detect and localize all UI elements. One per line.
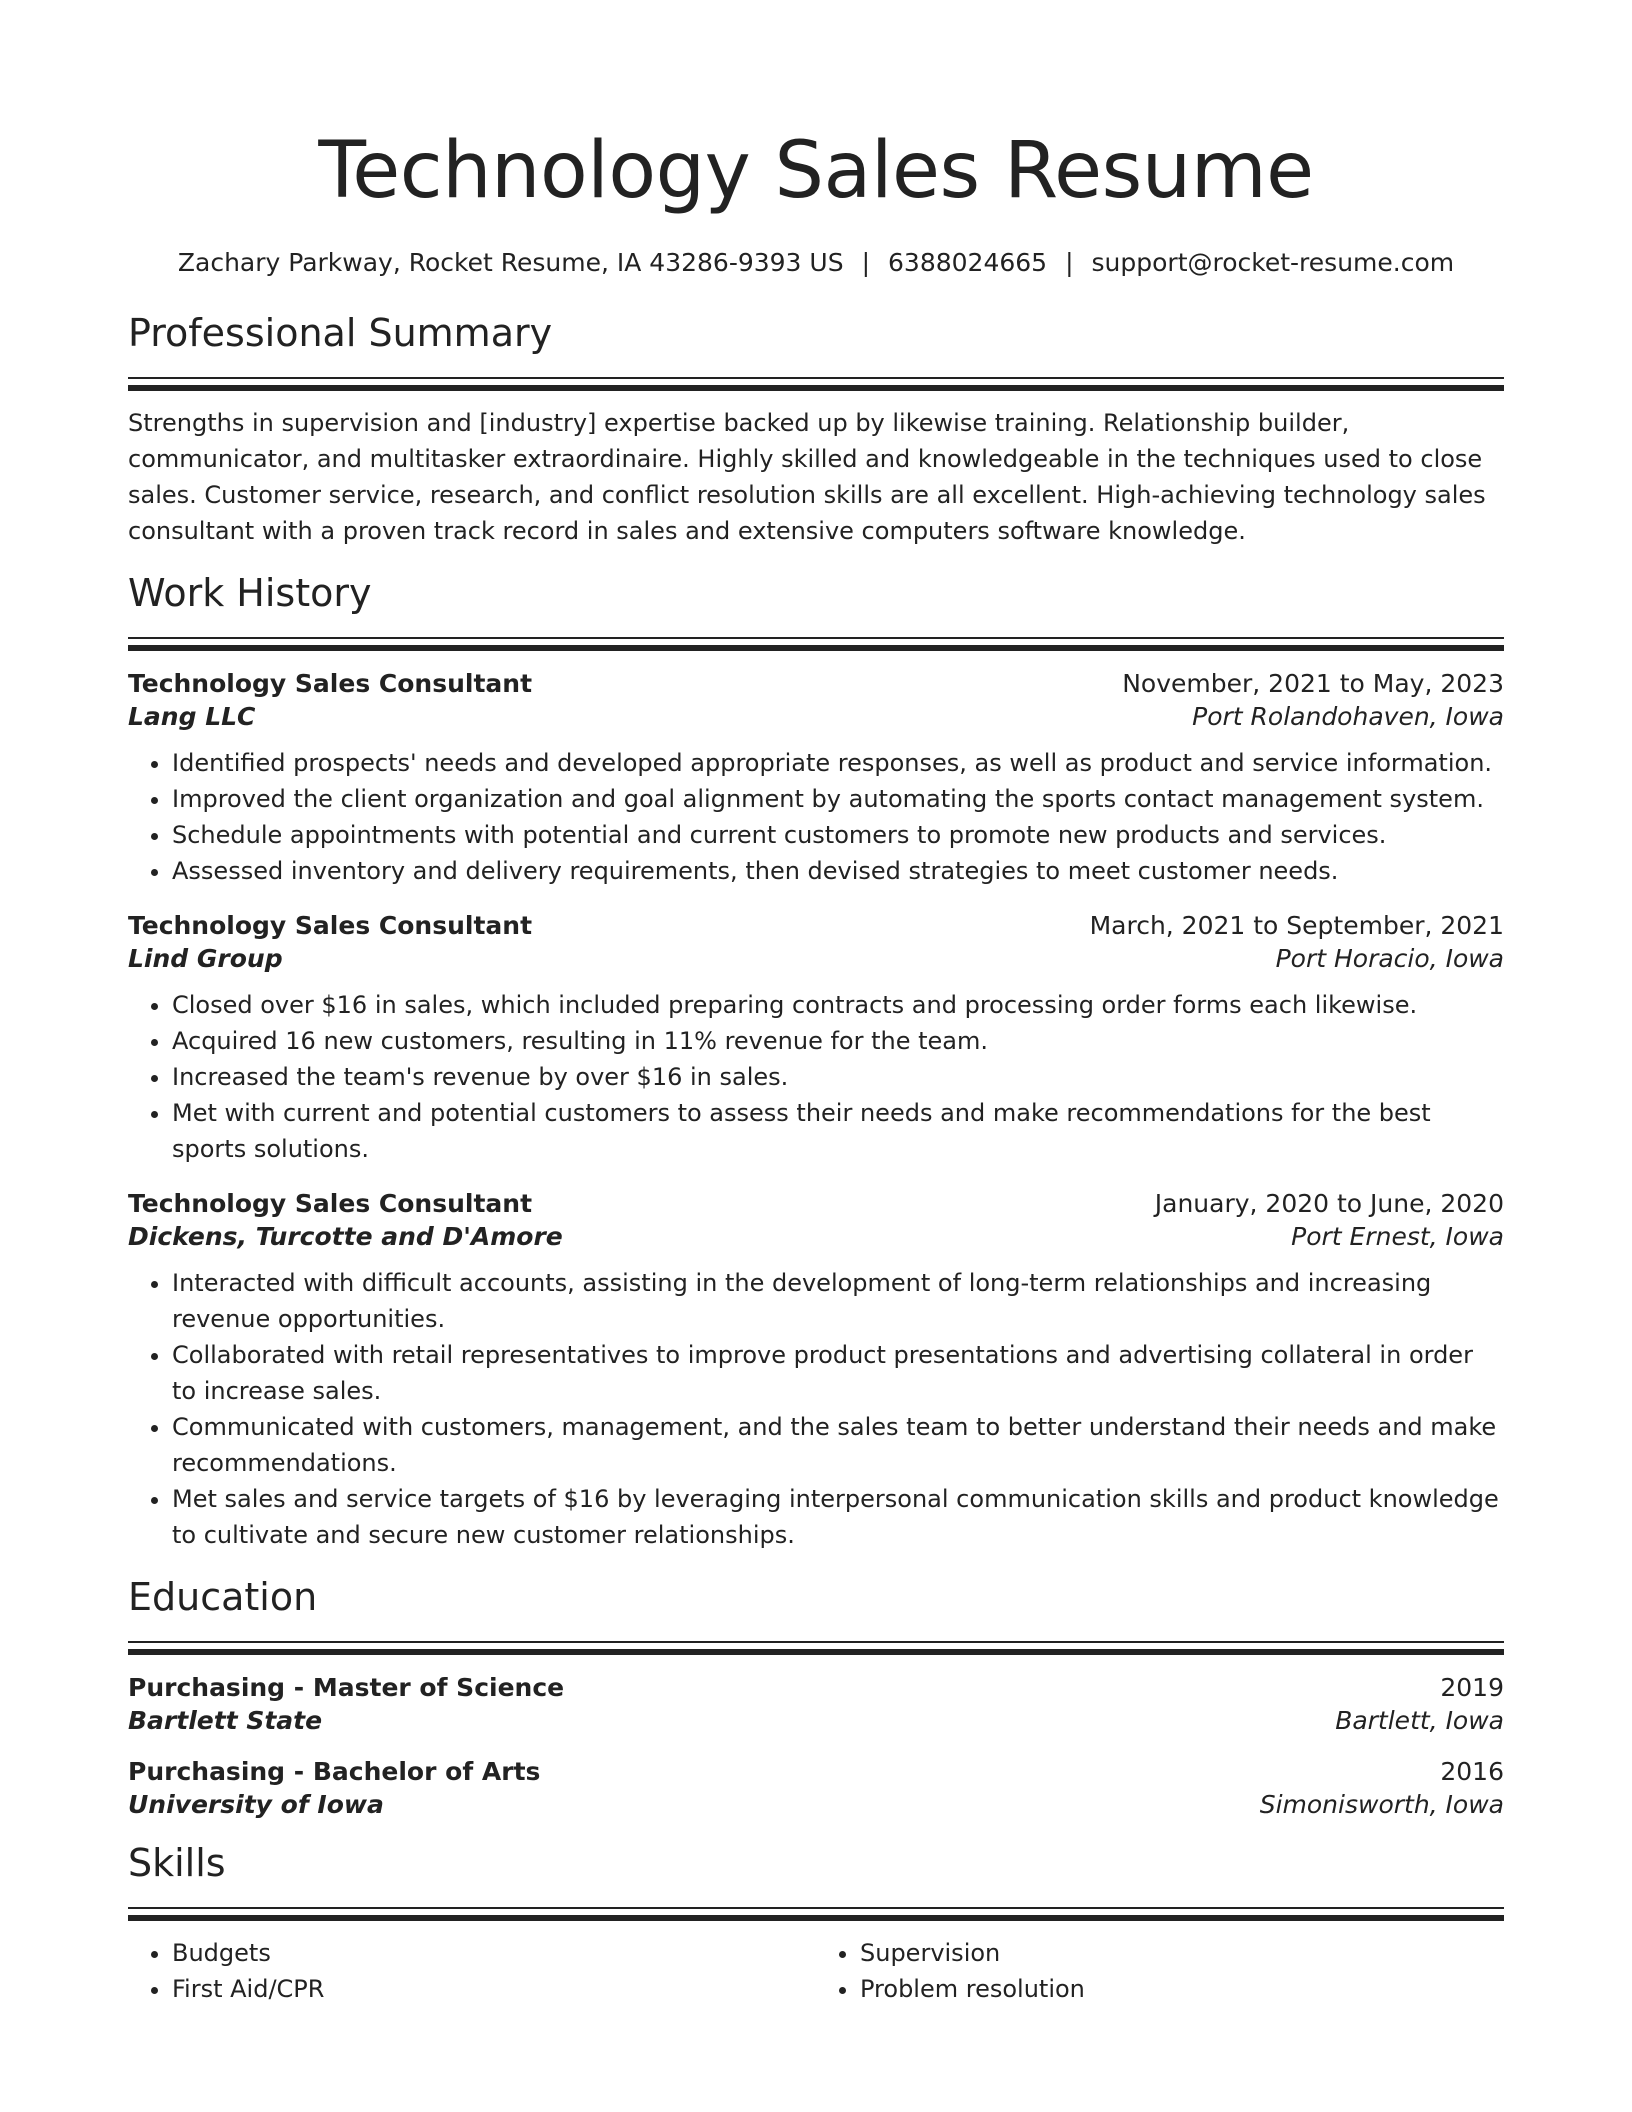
job-dates: March, 2021 to September, 2021 — [1089, 911, 1504, 940]
work-section-header — [128, 571, 1504, 651]
section-title-summary: Professional Summary — [128, 311, 553, 355]
education-entry — [128, 1673, 1504, 1735]
job-location: Port Ernest, Iowa — [1291, 1222, 1504, 1251]
job-location: Port Rolandohaven, Iowa — [1192, 702, 1504, 731]
education-year: 2019 — [1440, 1673, 1504, 1702]
job-bullets — [128, 1265, 1504, 1553]
skill-item: • Problem resolution — [860, 1971, 1504, 2007]
section-title-skills: Skills — [128, 1841, 226, 1885]
job-title: Technology Sales Consultant — [128, 1189, 533, 1218]
section-divider — [128, 1915, 1504, 1921]
job-bullet: • Identified prospects' needs and developed appropriate responses, as well as product and service information. — [172, 745, 1504, 781]
education-section-header — [128, 1575, 1504, 1655]
contact-separator: | — [1065, 248, 1074, 277]
section-divider — [128, 637, 1504, 639]
education-year: 2016 — [1440, 1757, 1504, 1786]
job-bullets — [128, 745, 1504, 889]
skill-item: • Supervision — [860, 1935, 1504, 1971]
skills-section-header — [128, 1841, 1504, 1921]
job-company: Dickens, Turcotte and D'Amore — [128, 1222, 563, 1251]
summary-section-header — [128, 311, 1504, 391]
contact-phone: 6388024665 — [888, 248, 1048, 277]
skill-item: • First Aid/CPR — [172, 1971, 816, 2007]
education-location: Simonisworth, Iowa — [1259, 1790, 1504, 1819]
education-degree: Purchasing - Master of Science — [128, 1673, 565, 1702]
job-entry — [128, 911, 1504, 1167]
job-bullet: • Communicated with customers, management, and the sales team to better understand their needs and make recommendations. — [172, 1409, 1504, 1481]
skills-column-right — [816, 1935, 1504, 2007]
job-bullet: • Schedule appointments with potential and current customers to promote new products and services. — [172, 817, 1504, 853]
education-entry — [128, 1757, 1504, 1819]
job-bullet: • Increased the team's revenue by over $16 in sales. — [172, 1059, 1504, 1095]
section-divider — [128, 1649, 1504, 1655]
contact-line — [128, 248, 1504, 277]
education-school: University of Iowa — [128, 1790, 384, 1819]
job-title: Technology Sales Consultant — [128, 911, 533, 940]
job-entry — [128, 1189, 1504, 1553]
summary-text: Strengths in supervision and [industry] expertise backed up by likewise training. Relationship builder, communicator, and multitasker extraordinaire. Highly skilled and knowledgeable in the techniques used to close sales. Customer service, research, and conflict resolution skills are all excellent. High-achieving technology sales consultant with a proven track record in sales and extensive computers software knowledge. — [128, 409, 1486, 545]
job-bullet: • Assessed inventory and delivery requirements, then devised strategies to meet customer needs. — [172, 853, 1504, 889]
job-bullets — [128, 987, 1504, 1167]
job-dates: November, 2021 to May, 2023 — [1122, 669, 1504, 698]
section-divider — [128, 385, 1504, 391]
job-bullet: • Improved the client organization and goal alignment by automating the sports contact management system. — [172, 781, 1504, 817]
contact-email: support@rocket-resume.com — [1091, 248, 1455, 277]
section-title-work: Work History — [128, 571, 372, 615]
education-degree: Purchasing - Bachelor of Arts — [128, 1757, 541, 1786]
contact-address: Zachary Parkway, Rocket Resume, IA 43286-9393 US — [177, 248, 844, 277]
job-dates: January, 2020 to June, 2020 — [1154, 1189, 1504, 1218]
skill-item: • Budgets — [172, 1935, 816, 1971]
section-title-education: Education — [128, 1575, 318, 1619]
job-bullet: • Collaborated with retail representatives to improve product presentations and advertising collateral in order to increase sales. — [172, 1337, 1504, 1409]
job-bullet: • Met sales and service targets of $16 by leveraging interpersonal communication skills and product knowledge to cultivate and secure new customer relationships. — [172, 1481, 1504, 1553]
section-divider — [128, 1907, 1504, 1909]
job-location: Port Horacio, Iowa — [1275, 944, 1504, 973]
skills-column-left — [128, 1935, 816, 2007]
job-bullet: • Met with current and potential customers to assess their needs and make recommendations for the best sports solutions. — [172, 1095, 1504, 1167]
section-divider — [128, 1641, 1504, 1643]
skills-list — [128, 1935, 1504, 2007]
contact-separator: | — [861, 248, 871, 277]
job-entry — [128, 669, 1504, 889]
section-divider — [128, 377, 1504, 379]
job-title: Technology Sales Consultant — [128, 669, 533, 698]
education-school: Bartlett State — [128, 1706, 323, 1735]
job-company: Lang LLC — [128, 702, 256, 731]
job-company: Lind Group — [128, 944, 283, 973]
resume-title: Technology Sales Resume — [318, 126, 1314, 216]
education-location: Bartlett, Iowa — [1335, 1706, 1504, 1735]
job-bullet: • Acquired 16 new customers, resulting in 11% revenue for the team. — [172, 1023, 1504, 1059]
job-bullet: • Closed over $16 in sales, which included preparing contracts and processing order forms each likewise. — [172, 987, 1504, 1023]
job-bullet: • Interacted with difficult accounts, assisting in the development of long-term relationships and increasing revenue opportunities. — [172, 1265, 1504, 1337]
section-divider — [128, 645, 1504, 651]
